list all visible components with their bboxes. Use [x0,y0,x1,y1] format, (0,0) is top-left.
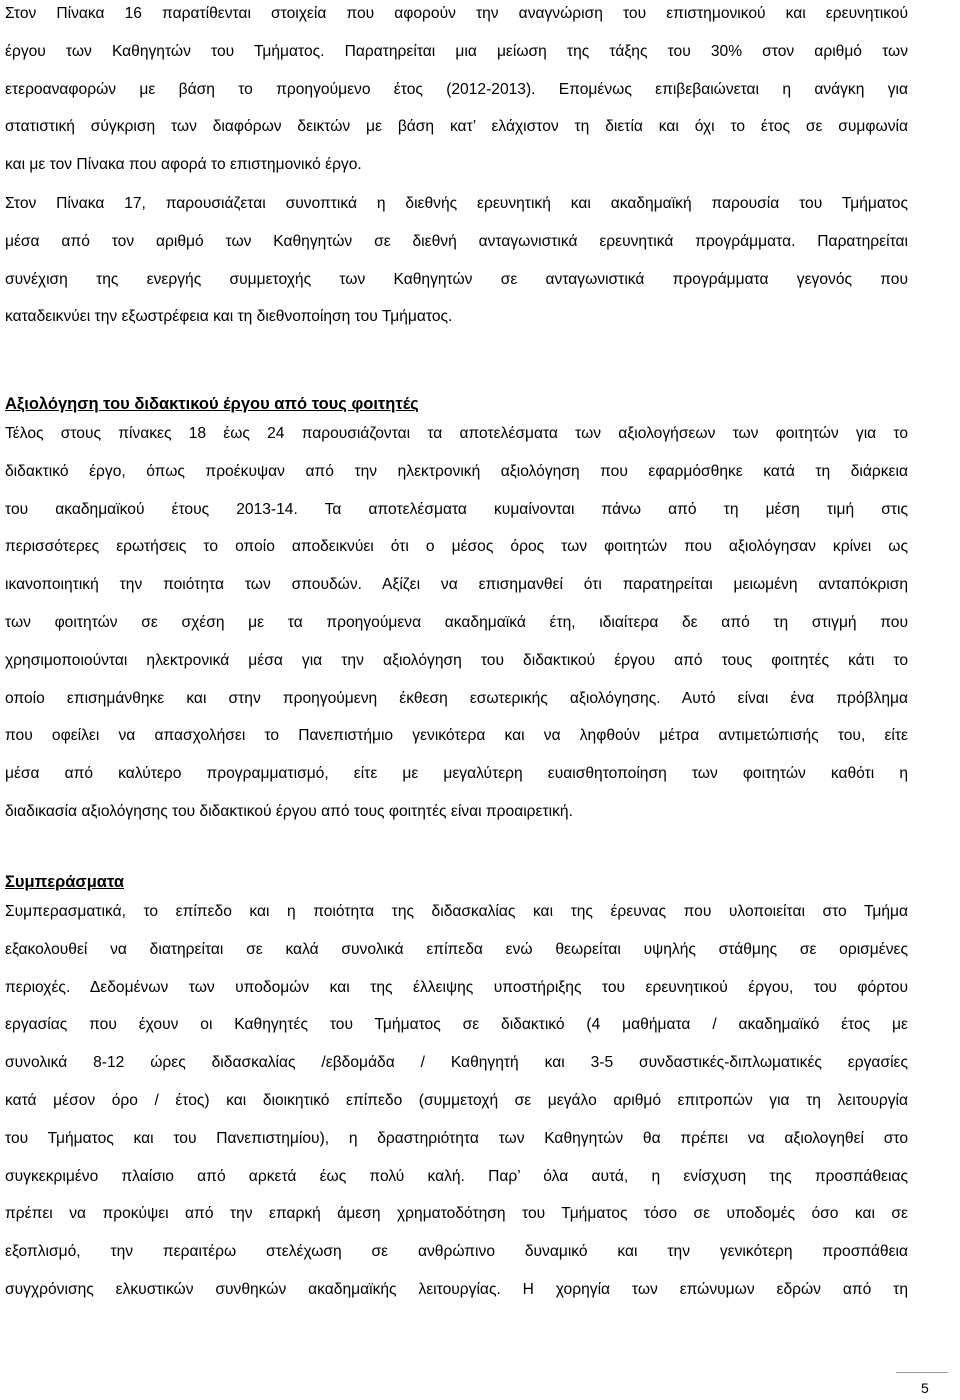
text-line: του ακαδημαϊκού έτους 2013-14. Τα αποτελέσματα κυμαίνονται πάνω από τη μέση τιμή στις [5,500,908,518]
text-line: συγκεκριμένο πλαίσιο από αρκετά έως πολύ καλή. Παρ’ όλα αυτά, η ενίσχυση της προσπάθειας [5,1167,908,1185]
text-line: διαδικασία αξιολόγησης του διδακτικού έργου από τους φοιτητές είναι προαιρετική. [5,802,573,820]
text-line: διδακτικό έργο, όπως προέκυψαν από την ηλεκτρονική αξιολόγηση που εφαρμόσθηκε κατά τη διάρκεια [5,462,908,480]
text-line: του Τμήματος και του Πανεπιστημίου), η δραστηριότητα των Καθηγητών θα πρέπει να αξιολογηθεί στο [5,1129,908,1147]
text-line: συνολικά 8-12 ώρες διδασκαλίας /εβδομάδα / Καθηγητή και 3-5 συνδαστικές-διπλωματικές εργασίες [5,1054,908,1072]
section-heading-conclusions: Συμπεράσματα [5,873,124,891]
text-line: συγχρόνισης ελκυστικών συνθηκών ακαδημαϊκής λειτουργίας. Η χορηγία των επώνυμων εδρών από τη [5,1280,908,1298]
text-line: στατιστική σύγκριση των διαφόρων δεικτών με βάση κατ’ ελάχιστον τη διετία και όχι το έτος σε συμφωνία [5,118,908,136]
text-line: χρησιμοποιούνται ηλεκτρονικά μέσα για την αξιολόγηση του διδακτικού έργου από τους φοιτητές κάτι το [5,651,908,669]
text-line: περισσότερες ερωτήσεις το οποίο αποδεικνύει ότι ο μέσος όρος των φοιτητών που αξιολόγησαν κρίνει ως [5,538,908,556]
text-line: Συμπερασματικά, το επίπεδο και η ποιότητα της διδασκαλίας και της έρευνας που υλοποιείται στο Τμήμα [5,903,908,920]
text-line: Στον Πίνακα 16 παρατίθενται στοιχεία που αφορούν την αναγνώριση του επιστημονικού και ερευνητικού [5,5,908,22]
text-line: που οφείλει να απασχολήσει το Πανεπιστήμιο γενικότερα και να ληφθούν μέτρα αντιμετώπισής του, είτε [5,727,908,745]
text-line: καταδεικνύει την εξωστρέφεια και τη διεθνοποίηση του Τμήματος. [5,308,453,326]
text-line: των φοιτητών σε σχέση με τα προηγούμενα ακαδημαϊκά έτη, ιδιαίτερα δε από τη στιγμή που [5,613,908,631]
text-line: Στον Πίνακα 17, παρουσιάζεται συνοπτικά η διεθνής ερευνητική και ακαδημαϊκή παρουσία του Τμήματος [5,195,908,212]
paragraph-conclusions [5,893,908,1309]
text-line: και με τον Πίνακα που αφορά το επιστημονικό έργο. [5,156,362,174]
text-line: μέσα από τον αριθμό των Καθηγητών σε διεθνή ανταγωνιστικά ερευνητικά προγράμματα. Παρατηρείται [5,232,908,250]
text-line: οποίο επισημάνθηκε και στην προηγούμενη έκθεση εσωτερικής αξιολόγησης. Αυτό είναι ένα πρόβλημα [5,689,908,707]
text-line: εργασίας που έχουν οι Καθηγητές του Τμήματος σε διδακτικό (4 μαθήματα / ακαδημαϊκό έτος με [5,1016,908,1034]
text-line: ετεροαναφορών με βάση το προηγούμενο έτος (2012-2013). Επομένως επιβεβαιώνεται η ανάγκη για [5,80,908,98]
text-line: συνέχιση της ενεργής συμμετοχής των Καθηγητών σε ανταγωνιστικά προγράμματα γεγονός που [5,270,908,288]
paragraph-table-16 [5,0,908,184]
text-line: Τέλος στους πίνακες 18 έως 24 παρουσιάζονται τα αποτελέσματα των αξιολογήσεων των φοιτητών για το [5,425,908,442]
text-line: πρέπει να προκύψει από την επαρκή άμεση χρηματοδότηση του Τμήματος τόσο σε υποδομές όσο και σε [5,1205,908,1223]
section-heading-teaching-evaluation: Αξιολόγηση του διδακτικού έργου από τους φοιτητές [5,395,419,413]
text-line: μέσα από καλύτερο προγραμματισμό, είτε με μεγαλύτερη ευαισθητοποίηση των φοιτητών καθότι η [5,765,908,783]
footer-divider [896,1372,948,1373]
text-line: κατά μέσον όρο / έτος) και διοικητικό επίπεδο (συμμετοχή σε μεγάλο αριθμό επιτροπών για τη λειτουργία [5,1091,908,1109]
text-line: ικανοποιητική την ποιότητα των σπουδών. Αξίζει να επισημανθεί ότι παρατηρείται μειωμένη ανταπόκριση [5,576,908,594]
text-line: περιοχές. Δεδομένων των υποδομών και της έλλειψης υποστήριξης του ερευνητικού έργου, του φόρτου [5,978,908,996]
text-line: εξακολουθεί να διατηρείται σε καλά συνολικά επίπεδα ενώ θεωρείται υψηλής στάθμης σε ορισμένες [5,940,908,958]
page-number: 5 [921,1380,929,1396]
paragraph-teaching-evaluation [5,415,908,831]
text-line: εξοπλισμό, την περαιτέρω στελέχωση σε ανθρώπινο δυναμικό και την γενικότερη προσπάθεια [5,1243,908,1261]
text-line: έργου των Καθηγητών του Τμήματος. Παρατηρείται μια μείωση της τάξης του 30% στον αριθμό των [5,42,908,60]
paragraph-table-17 [5,185,908,336]
